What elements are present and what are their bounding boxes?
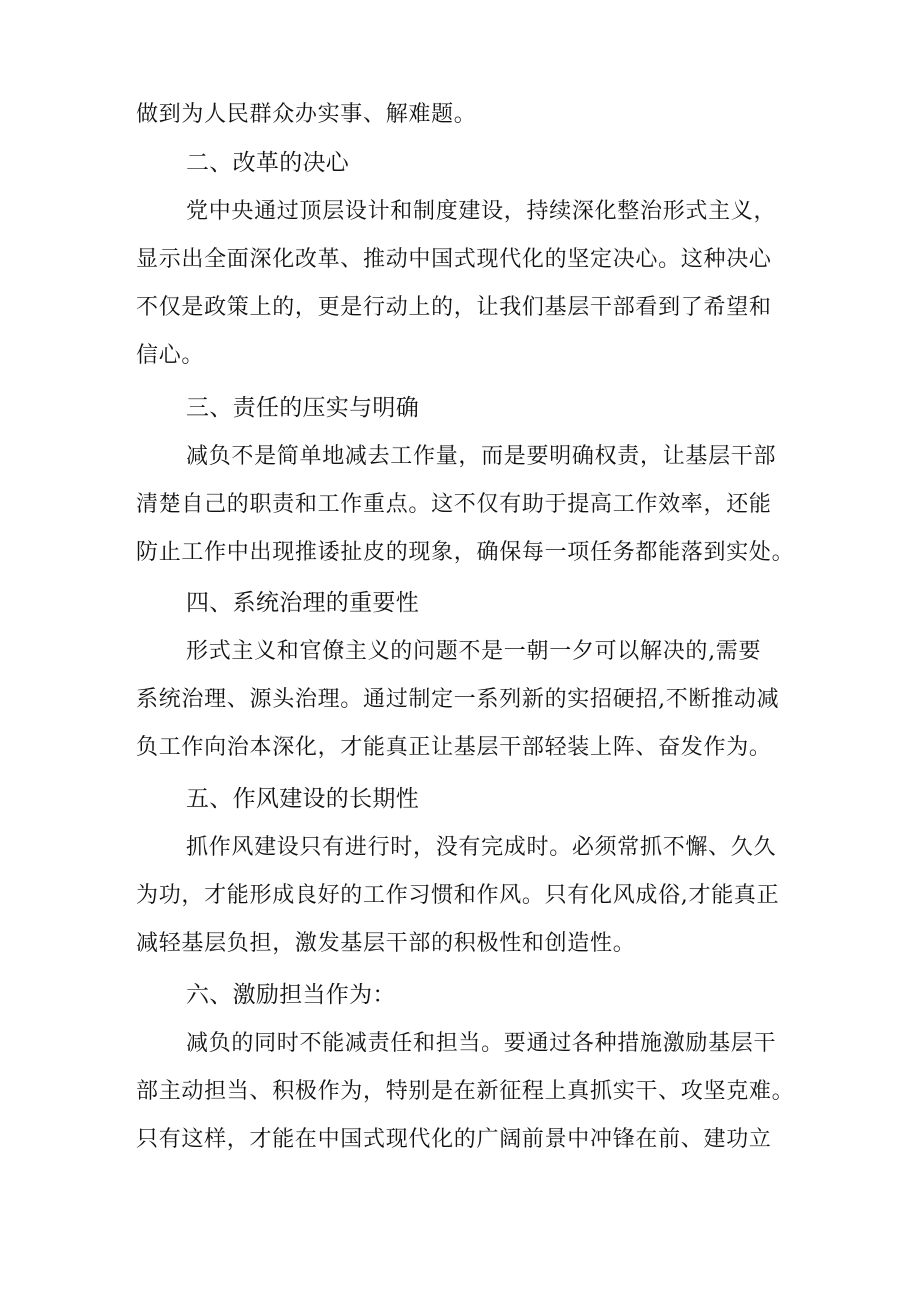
body-line: 系统治理、源头治理。通过制定一系列新的实招硬招,不断推动减 <box>136 687 780 712</box>
section-heading: 四、系统治理的重要性 <box>186 590 419 616</box>
body-line: 抓作风建设只有进行时，没有完成时。必须常抓不懈、久久 <box>186 835 777 860</box>
body-line: 形式主义和官僚主义的问题不是一朝一夕可以解决的,需要 <box>186 639 762 664</box>
body-line: 防止工作中出现推诿扯皮的现象，确保每一项任务都能落到实处。 <box>136 540 795 565</box>
body-line: 显示出全面深化改革、推动中国式现代化的坚定决心。这种决心 <box>136 247 772 272</box>
body-line: 减负不是简单地减去工作量，而是要明确权责，让基层干部 <box>186 444 777 469</box>
section-heading: 二、改革的决心 <box>186 150 350 176</box>
section-heading: 五、作风建设的长期性 <box>186 786 419 812</box>
body-line: 党中央通过顶层设计和制度建设，持续深化整治形式主义， <box>186 199 777 224</box>
body-line: 信心。 <box>136 343 205 368</box>
body-line: 减轻基层负担，激发基层干部的积极性和创造性。 <box>136 931 636 956</box>
body-line: 做到为人民群众办实事、解难题。 <box>136 102 477 127</box>
section-heading: 三、责任的压实与明确 <box>186 395 419 421</box>
body-line: 为功，才能形成良好的工作习惯和作风。只有化风成俗,才能真正 <box>136 883 780 908</box>
body-line: 不仅是政策上的，更是行动上的，让我们基层干部看到了希望和 <box>136 295 772 320</box>
section-heading: 六、激励担当作为： <box>186 982 396 1008</box>
body-line: 清楚自己的职责和工作重点。这不仅有助于提高工作效率，还能 <box>136 492 772 517</box>
body-line: 部主动担当、积极作为，特别是在新征程上真抓实干、攻坚克难。 <box>136 1079 795 1104</box>
body-line: 负工作向治本深化，才能真正让基层干部轻装上阵、奋发作为。 <box>136 735 772 760</box>
body-line: 只有这样，才能在中国式现代化的广阔前景中冲锋在前、建功立 <box>136 1127 772 1152</box>
body-line: 减负的同时不能减责任和担当。要通过各种措施激励基层干 <box>186 1031 777 1056</box>
